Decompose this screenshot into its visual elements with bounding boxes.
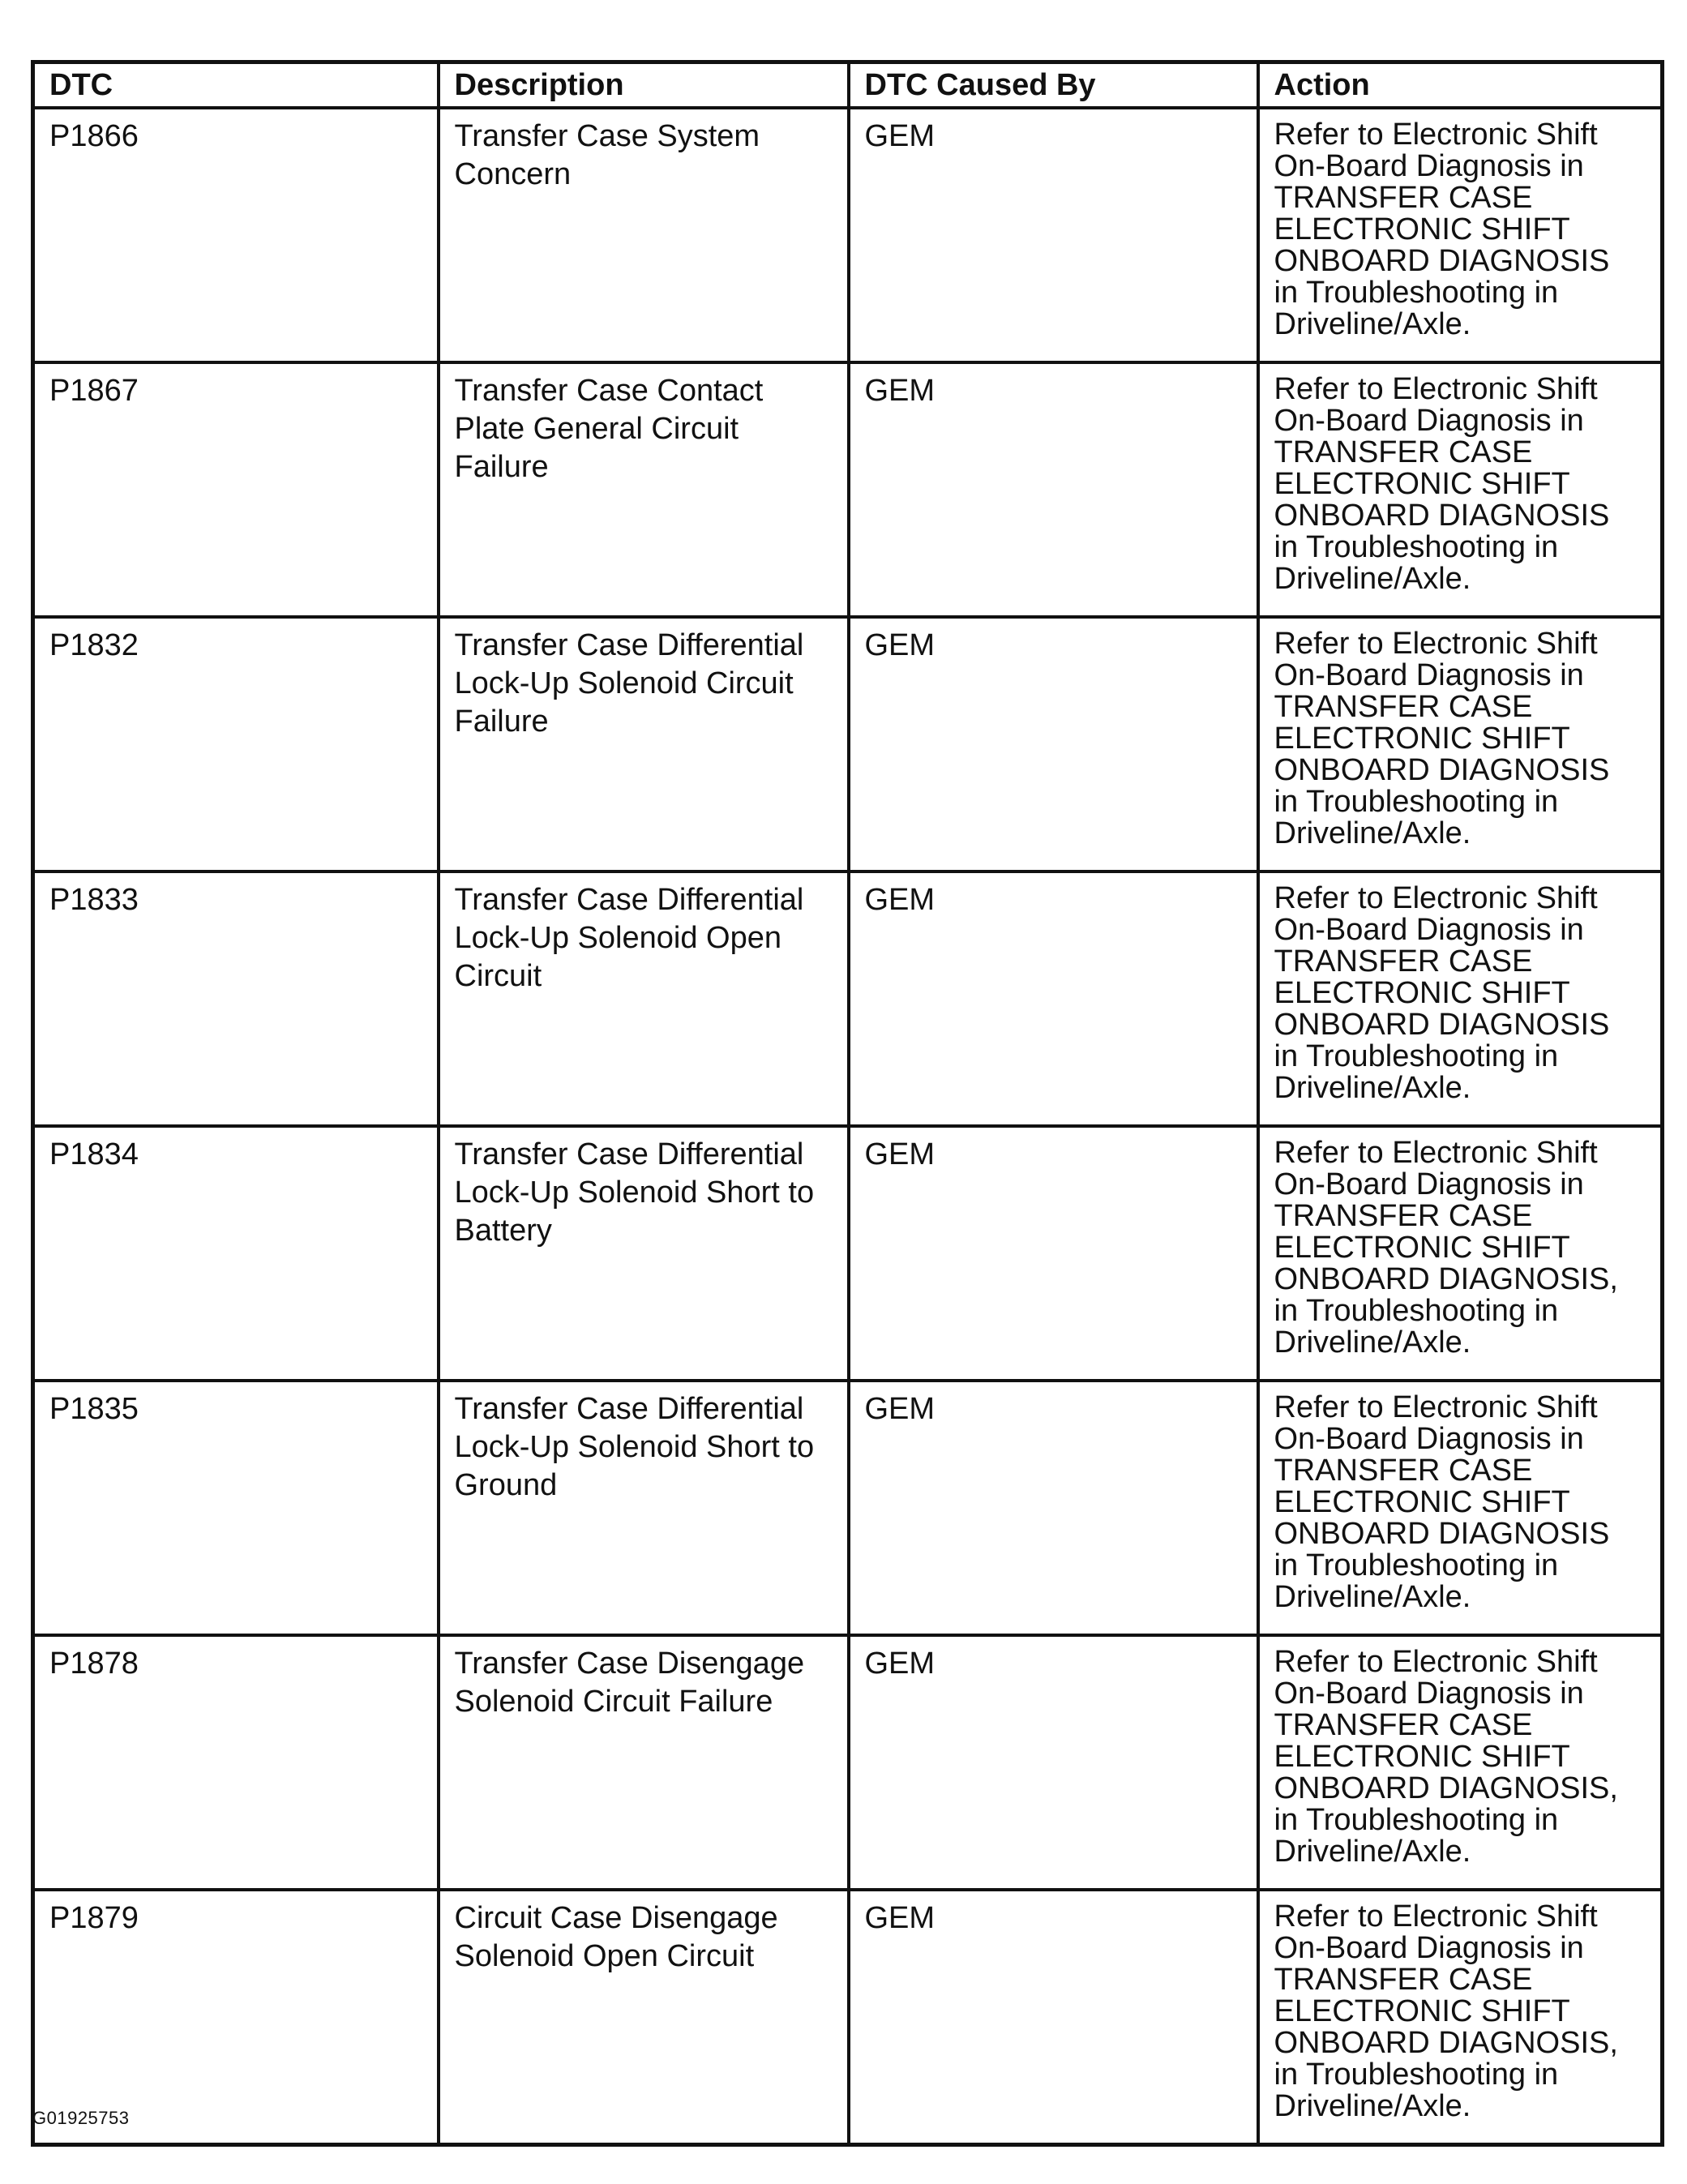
dtc-description: Transfer Case Differential Lock-Up Solenoid Circuit Failure bbox=[439, 617, 849, 871]
action-line: ONBOARD DIAGNOSIS, bbox=[1274, 2026, 1618, 2060]
dtc-code: P1878 bbox=[33, 1635, 439, 1890]
header-dtc: DTC bbox=[33, 62, 439, 109]
dtc-action bbox=[1258, 1381, 1663, 1635]
action-line: ELECTRONIC SHIFT bbox=[1274, 976, 1570, 1010]
dtc-code: P1834 bbox=[33, 1126, 439, 1381]
action-line: TRANSFER CASE bbox=[1274, 690, 1533, 724]
action-line: Driveline/Axle. bbox=[1274, 1325, 1471, 1360]
action-line: TRANSFER CASE bbox=[1274, 181, 1533, 215]
dtc-action bbox=[1258, 1890, 1663, 2145]
table-row bbox=[33, 1635, 1663, 1890]
action-line: On-Board Diagnosis in bbox=[1274, 404, 1584, 438]
header-caused-by: DTC Caused By bbox=[849, 62, 1258, 109]
table-row bbox=[33, 1890, 1663, 2145]
table-row bbox=[33, 108, 1663, 362]
action-line: TRANSFER CASE bbox=[1274, 944, 1533, 979]
dtc-description: Transfer Case System Concern bbox=[439, 108, 849, 362]
dtc-code: P1835 bbox=[33, 1381, 439, 1635]
dtc-caused-by: GEM bbox=[849, 1890, 1258, 2145]
dtc-description: Transfer Case Differential Lock-Up Solenoid Open Circuit bbox=[439, 871, 849, 1126]
dtc-description: Transfer Case Disengage Solenoid Circuit Failure bbox=[439, 1635, 849, 1890]
dtc-action bbox=[1258, 871, 1663, 1126]
action-line: in Troubleshooting in bbox=[1274, 1294, 1559, 1328]
table-row bbox=[33, 617, 1663, 871]
dtc-description: Transfer Case Contact Plate General Circuit Failure bbox=[439, 362, 849, 617]
action-line: ELECTRONIC SHIFT bbox=[1274, 1231, 1570, 1265]
table-row bbox=[33, 1126, 1663, 1381]
action-line: in Troubleshooting in bbox=[1274, 785, 1559, 819]
dtc-code: P1879 bbox=[33, 1890, 439, 2145]
action-line: Driveline/Axle. bbox=[1274, 1071, 1471, 1105]
dtc-table bbox=[31, 60, 1664, 2147]
action-line: Driveline/Axle. bbox=[1274, 816, 1471, 850]
action-line: ELECTRONIC SHIFT bbox=[1274, 1740, 1570, 1774]
dtc-action bbox=[1258, 1126, 1663, 1381]
action-line: ELECTRONIC SHIFT bbox=[1274, 467, 1570, 501]
action-line: On-Board Diagnosis in bbox=[1274, 1422, 1584, 1456]
action-line: Refer to Electronic Shift bbox=[1274, 1390, 1598, 1424]
action-line: in Troubleshooting in bbox=[1274, 1548, 1559, 1582]
dtc-code: P1833 bbox=[33, 871, 439, 1126]
dtc-caused-by: GEM bbox=[849, 1126, 1258, 1381]
dtc-action bbox=[1258, 617, 1663, 871]
action-line: ONBOARD DIAGNOSIS bbox=[1274, 499, 1610, 533]
dtc-caused-by: GEM bbox=[849, 617, 1258, 871]
action-line: TRANSFER CASE bbox=[1274, 435, 1533, 469]
dtc-action bbox=[1258, 1635, 1663, 1890]
dtc-code: P1832 bbox=[33, 617, 439, 871]
action-line: On-Board Diagnosis in bbox=[1274, 1931, 1584, 1965]
dtc-caused-by: GEM bbox=[849, 1381, 1258, 1635]
figure-id: G01925753 bbox=[32, 2108, 130, 2128]
action-line: in Troubleshooting in bbox=[1274, 1039, 1559, 1073]
action-line: On-Board Diagnosis in bbox=[1274, 149, 1584, 183]
action-line: Driveline/Axle. bbox=[1274, 1580, 1471, 1614]
header-row bbox=[33, 62, 1663, 109]
dtc-description: Circuit Case Disengage Solenoid Open Circuit bbox=[439, 1890, 849, 2145]
action-line: Refer to Electronic Shift bbox=[1274, 1136, 1598, 1170]
header-description: Description bbox=[439, 62, 849, 109]
action-line: TRANSFER CASE bbox=[1274, 1199, 1533, 1233]
action-line: On-Board Diagnosis in bbox=[1274, 1677, 1584, 1711]
action-line: TRANSFER CASE bbox=[1274, 1454, 1533, 1488]
action-line: On-Board Diagnosis in bbox=[1274, 1167, 1584, 1201]
action-line: ONBOARD DIAGNOSIS, bbox=[1274, 1771, 1618, 1805]
action-line: ELECTRONIC SHIFT bbox=[1274, 212, 1570, 246]
action-line: ONBOARD DIAGNOSIS bbox=[1274, 1517, 1610, 1551]
action-line: in Troubleshooting in bbox=[1274, 1803, 1559, 1837]
action-line: ELECTRONIC SHIFT bbox=[1274, 1994, 1570, 2028]
dtc-action bbox=[1258, 362, 1663, 617]
action-line: in Troubleshooting in bbox=[1274, 276, 1559, 310]
action-line: Driveline/Axle. bbox=[1274, 1835, 1471, 1869]
action-line: Refer to Electronic Shift bbox=[1274, 118, 1598, 152]
action-line: ONBOARD DIAGNOSIS, bbox=[1274, 1262, 1618, 1296]
action-line: Driveline/Axle. bbox=[1274, 562, 1471, 596]
action-line: Driveline/Axle. bbox=[1274, 2089, 1471, 2123]
action-line: Refer to Electronic Shift bbox=[1274, 881, 1598, 915]
table-row bbox=[33, 362, 1663, 617]
action-line: Refer to Electronic Shift bbox=[1274, 1899, 1598, 1933]
action-line: ONBOARD DIAGNOSIS bbox=[1274, 244, 1610, 278]
action-line: ELECTRONIC SHIFT bbox=[1274, 722, 1570, 756]
dtc-caused-by: GEM bbox=[849, 362, 1258, 617]
dtc-code: P1867 bbox=[33, 362, 439, 617]
dtc-description: Transfer Case Differential Lock-Up Solenoid Short to Battery bbox=[439, 1126, 849, 1381]
action-line: ONBOARD DIAGNOSIS bbox=[1274, 753, 1610, 787]
action-line: On-Board Diagnosis in bbox=[1274, 658, 1584, 692]
action-line: TRANSFER CASE bbox=[1274, 1708, 1533, 1742]
action-line: ELECTRONIC SHIFT bbox=[1274, 1485, 1570, 1519]
dtc-caused-by: GEM bbox=[849, 108, 1258, 362]
action-line: Refer to Electronic Shift bbox=[1274, 372, 1598, 406]
dtc-caused-by: GEM bbox=[849, 1635, 1258, 1890]
dtc-caused-by: GEM bbox=[849, 871, 1258, 1126]
action-line: ONBOARD DIAGNOSIS bbox=[1274, 1008, 1610, 1042]
action-line: in Troubleshooting in bbox=[1274, 530, 1559, 564]
dtc-action bbox=[1258, 108, 1663, 362]
action-line: On-Board Diagnosis in bbox=[1274, 913, 1584, 947]
action-line: Refer to Electronic Shift bbox=[1274, 627, 1598, 661]
action-line: in Troubleshooting in bbox=[1274, 2058, 1559, 2092]
header-action: Action bbox=[1258, 62, 1663, 109]
action-line: TRANSFER CASE bbox=[1274, 1963, 1533, 1997]
table-row bbox=[33, 871, 1663, 1126]
table-header bbox=[33, 62, 1663, 109]
action-line: Refer to Electronic Shift bbox=[1274, 1645, 1598, 1679]
table-body bbox=[33, 108, 1663, 2145]
dtc-description: Transfer Case Differential Lock-Up Solenoid Short to Ground bbox=[439, 1381, 849, 1635]
table-row bbox=[33, 1381, 1663, 1635]
action-line: Driveline/Axle. bbox=[1274, 307, 1471, 341]
dtc-code: P1866 bbox=[33, 108, 439, 362]
